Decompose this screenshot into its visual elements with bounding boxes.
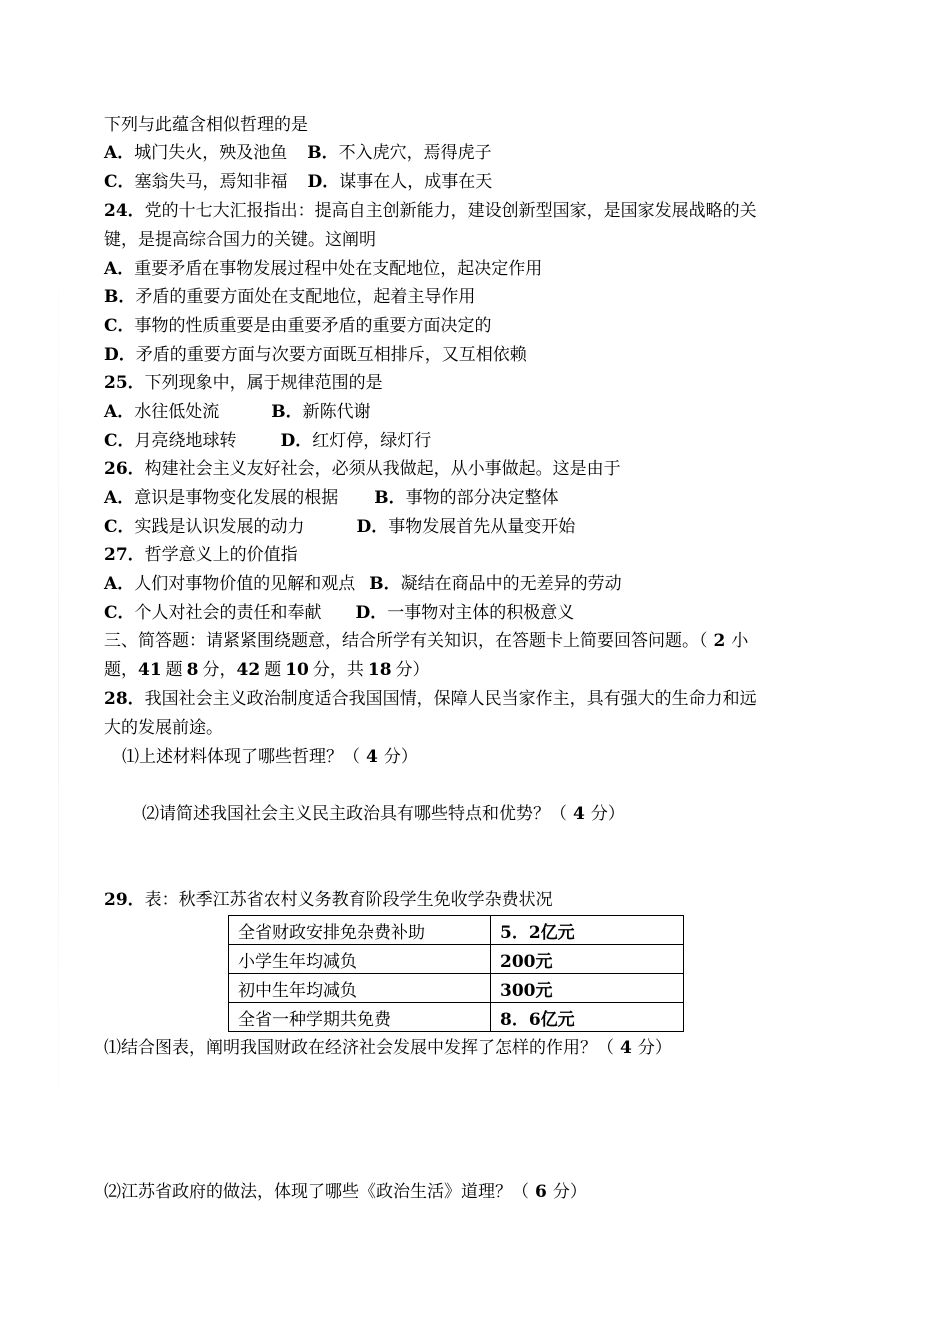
q29-sub1: ⑴结合图表，阐明我国财政在经济社会发展中发挥了怎样的作用？（ 4 分） bbox=[104, 1038, 672, 1058]
q24-option-a: A．重要矛盾在事物发展过程中处在支配地位，起决定作用 bbox=[104, 259, 543, 279]
q24-option-d: D．矛盾的重要方面与次要方面既互相排斥，又互相依赖 bbox=[104, 345, 527, 365]
section3-heading: 三、简答题：请紧紧围绕题意，结合所学有关知识，在答题卡上简要回答问题。（ 2 小 bbox=[104, 631, 749, 651]
q26-options-ab: A．意识是事物变化发展的根据 B．事物的部分决定整体 bbox=[104, 488, 559, 508]
q24-stem: 24．党的十七大汇报指出：提高自主创新能力，建设创新型国家，是国家发展战略的关 bbox=[104, 201, 757, 221]
table-cell-item: 小学生年均减负 bbox=[229, 945, 491, 974]
q27-stem: 27．哲学意义上的价值指 bbox=[104, 545, 298, 565]
intro-prompt: 下列与此蕴含相似哲理的是 bbox=[104, 115, 308, 135]
q25-options-cd: C．月亮绕地球转 D．红灯停，绿灯行 bbox=[104, 431, 432, 451]
q29-sub2: ⑵江苏省政府的做法，体现了哪些《政治生活》道理？（ 6 分） bbox=[104, 1182, 587, 1202]
table-cell-value: 5．2亿元 bbox=[491, 916, 684, 945]
q27-options-cd: C．个人对社会的责任和奉献 D．一事物对主体的积极意义 bbox=[104, 603, 575, 623]
table-cell-value: 200元 bbox=[491, 945, 684, 974]
table-cell-value: 300元 bbox=[491, 974, 684, 1003]
q26-options-cd: C．实践是认识发展的动力 D．事物发展首先从量变开始 bbox=[104, 517, 576, 537]
table-row bbox=[229, 945, 684, 974]
section3-scoring: 题，41 题 8 分，42 题 10 分，共 18 分） bbox=[104, 660, 430, 680]
q28-stem-cont: 大的发展前途。 bbox=[104, 718, 223, 738]
q24-option-b: B．矛盾的重要方面处在支配地位，起着主导作用 bbox=[104, 287, 476, 307]
scan-edge-shadow bbox=[58, 200, 59, 1180]
q28-stem: 28．我国社会主义政治制度适合我国国情，保障人民当家作主，具有强大的生命力和远 bbox=[104, 689, 757, 709]
table-row bbox=[229, 974, 684, 1003]
intro-options-cd: C．塞翁失马，焉知非福 D．谋事在人，成事在天 bbox=[104, 172, 493, 192]
q24-stem-cont: 键，是提高综合国力的关键。这阐明 bbox=[104, 230, 376, 250]
q26-stem: 26．构建社会主义友好社会，必须从我做起，从小事做起。这是由于 bbox=[104, 459, 621, 479]
fee-exemption-table bbox=[228, 915, 684, 1032]
q28-sub1: ⑴上述材料体现了哪些哲理？（ 4 分） bbox=[122, 747, 418, 767]
q24-option-c: C．事物的性质重要是由重要矛盾的重要方面决定的 bbox=[104, 316, 492, 336]
table-row bbox=[229, 916, 684, 945]
q25-stem: 25．下列现象中，属于规律范围的是 bbox=[104, 373, 383, 393]
q29-stem: 29．表：秋季江苏省农村义务教育阶段学生免收学杂费状况 bbox=[104, 890, 553, 910]
table-cell-item: 全省一种学期共免费 bbox=[229, 1003, 491, 1032]
table-cell-item: 全省财政安排免杂费补助 bbox=[229, 916, 491, 945]
table-cell-item: 初中生年均减负 bbox=[229, 974, 491, 1003]
q25-options-ab: A．水往低处流 B．新陈代谢 bbox=[104, 402, 371, 422]
table-cell-value: 8．6亿元 bbox=[491, 1003, 684, 1032]
q27-options-ab: A．人们对事物价值的见解和观点 B．凝结在商品中的无差异的劳动 bbox=[104, 574, 622, 594]
table-row bbox=[229, 1003, 684, 1032]
intro-options-ab: A．城门失火，殃及池鱼 B．不入虎穴，焉得虎子 bbox=[104, 143, 492, 163]
q28-sub2: ⑵请简述我国社会主义民主政治具有哪些特点和优势？（ 4 分） bbox=[142, 804, 625, 824]
